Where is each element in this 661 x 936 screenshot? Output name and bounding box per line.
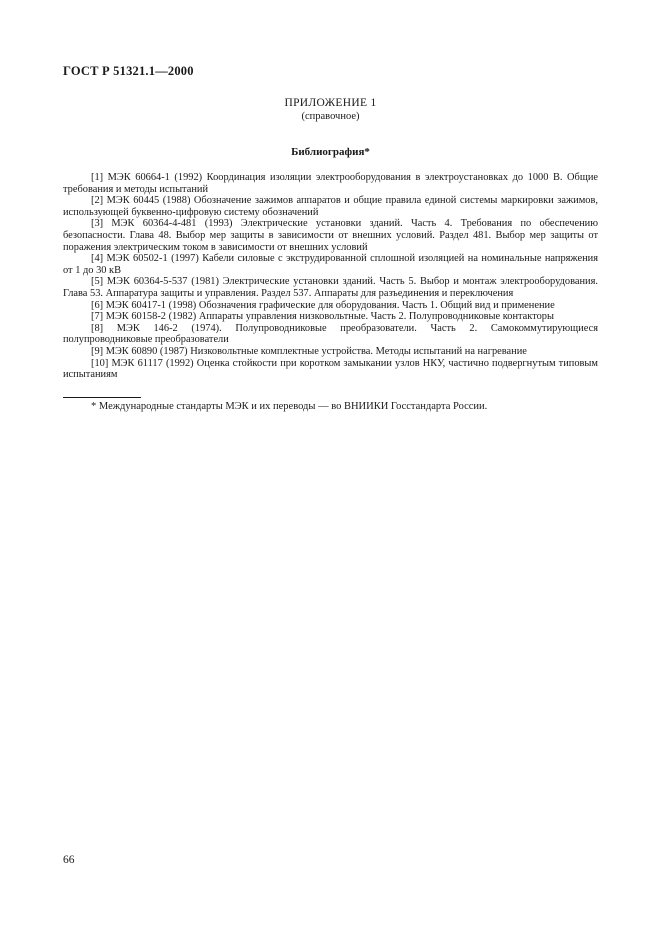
footnote: * Международные стандарты МЭК и их переводы — во ВНИИКИ Госстандарта России.: [91, 401, 488, 412]
bibliography-entry-9: [9] МЭК 60890 (1987) Низковольтные комплектные устройства. Методы испытаний на нагревание: [91, 345, 527, 357]
bibliography-entry-8: [8] МЭК 146-2 (1974). Полупроводниковые преобразователи. Часть 2. Самокоммутирующиеся полупроводниковые преобразователи: [63, 322, 598, 346]
appendix-heading: [0, 96, 661, 123]
bibliography-entry-6: [6] МЭК 60417-1 (1998) Обозначения графические для оборудования. Часть 1. Общий вид и применение: [91, 299, 555, 311]
page-number: 66: [63, 854, 75, 866]
bibliography-entry-10: [10] МЭК 61117 (1992) Оценка стойкости при коротком замыкании узлов НКУ, частично подвергнутым типовым испытаниям: [63, 357, 598, 381]
bibliography-list: [63, 172, 598, 381]
bibliography-entry-2: [2] МЭК 60445 (1988) Обозначение зажимов аппаратов и общие правила единой системы маркировки зажимов, использующей буквенно-цифровую систему обозначений: [63, 195, 598, 218]
bibliography-entry-3: [3] МЭК 60364-4-481 (1993) Электрические установки зданий. Часть 4. Требования по обеспечению безопасности. Глава 48. Выбор мер защиты в зависимости от внешних условий. Раздел 481. Выбор мер защиты от поражения электрическим током в зависимости от внешних условий: [63, 218, 598, 253]
standard-code-header: ГОСТ Р 51321.1—2000: [63, 64, 194, 78]
bibliography-entry-4: [4] МЭК 60502-1 (1997) Кабели силовые с экструдированной сплошной изоляцией на номинальные напряжения от 1 до 30 кВ: [63, 253, 598, 276]
footnote-divider: [63, 397, 141, 398]
appendix-subtitle: (справочное): [301, 111, 360, 122]
bibliography-title: Библиография*: [291, 146, 370, 158]
bibliography-entry-1: [1] МЭК 60664-1 (1992) Координация изоляции электрооборудования в электроустановках до 1000 В. Общие требования и методы испытаний: [63, 172, 598, 195]
appendix-title: ПРИЛОЖЕНИЕ 1: [284, 97, 377, 109]
bibliography-entry-5: [5] МЭК 60364-5-537 (1981) Электрические установки зданий. Часть 5. Выбор и монтаж электрооборудования. Глава 53. Аппаратура защиты и управления. Раздел 537. Аппараты для разъединения и переключения: [63, 276, 598, 299]
bibliography-entry-7: [7] МЭК 60158-2 (1982) Аппараты управления низковольтные. Часть 2. Полупроводниковые контакторы: [91, 311, 554, 323]
